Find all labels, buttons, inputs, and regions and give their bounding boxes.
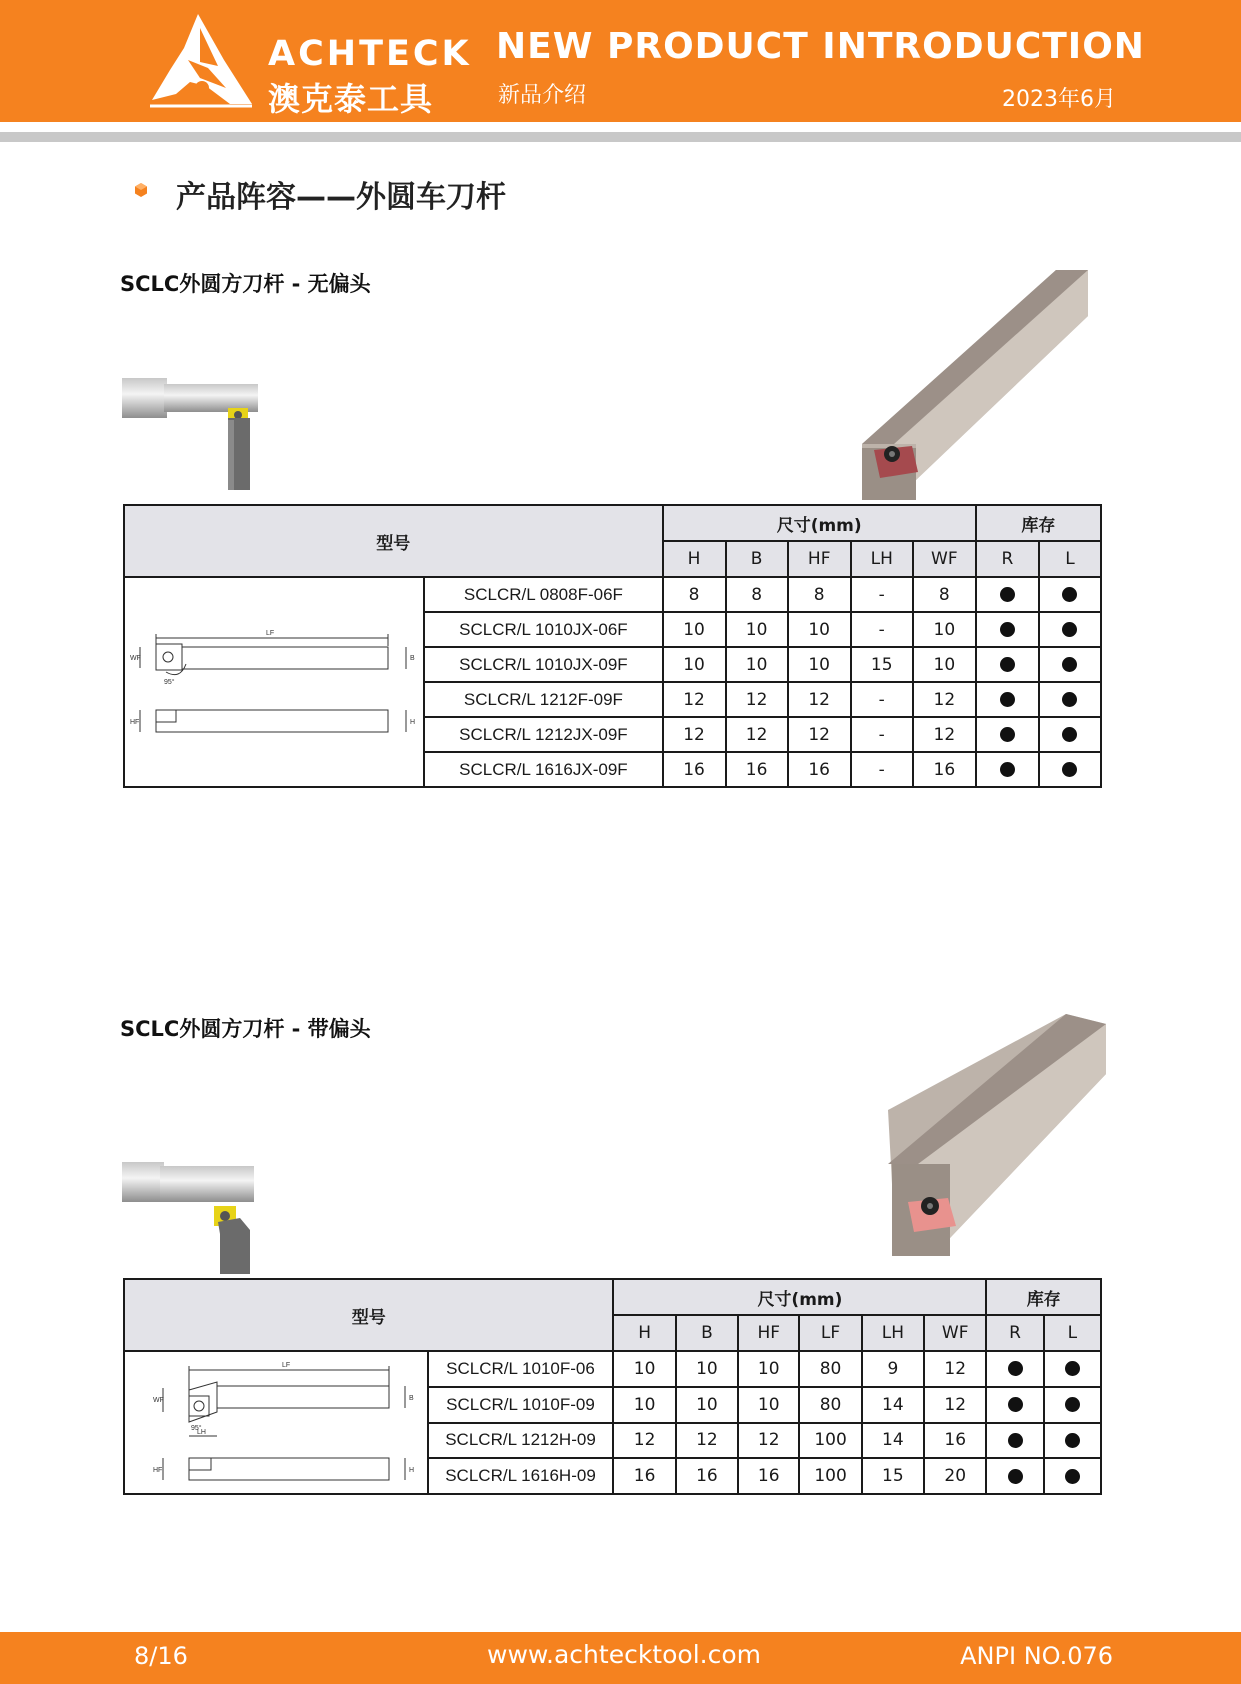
- header-model: 型号: [124, 505, 663, 577]
- model-cell: SCLCR/L 1212F-09F: [424, 682, 662, 717]
- value-cell: 10: [738, 1387, 799, 1423]
- value-cell: 9: [862, 1351, 924, 1387]
- stock-cell: [976, 577, 1039, 612]
- value-cell: 14: [862, 1423, 924, 1459]
- label-hf: HF: [130, 718, 140, 726]
- stock-dot-icon: [1062, 762, 1077, 777]
- label-lh: LH: [196, 1429, 206, 1436]
- stock-cell: [976, 647, 1039, 682]
- col-r: R: [976, 541, 1039, 577]
- col-h: H: [613, 1315, 675, 1351]
- value-cell: 16: [663, 752, 726, 787]
- stock-dot-icon: [1008, 1433, 1023, 1448]
- product1-spec-table: [123, 504, 1102, 788]
- stock-cell: [1044, 1458, 1101, 1494]
- value-cell: 10: [913, 612, 976, 647]
- product2-title: SCLC外圆方刀杆 - 带偏头: [120, 1017, 371, 1041]
- stock-dot-icon: [1065, 1433, 1080, 1448]
- product1-title: SCLC外圆方刀杆 - 无偏头: [120, 272, 371, 296]
- value-cell: 10: [788, 612, 851, 647]
- page-number: 8/16: [134, 1642, 188, 1670]
- value-cell: -: [851, 717, 913, 752]
- stock-cell: [1039, 752, 1101, 787]
- value-cell: 20: [924, 1458, 986, 1494]
- divider: [0, 132, 1241, 142]
- value-cell: 12: [663, 717, 726, 752]
- value-cell: 15: [851, 647, 913, 682]
- value-cell: 10: [613, 1351, 675, 1387]
- col-h: H: [663, 541, 726, 577]
- model-cell: SCLCR/L 1212H-09: [428, 1423, 614, 1459]
- model-cell: SCLCR/L 0808F-06F: [424, 577, 662, 612]
- value-cell: 10: [613, 1387, 675, 1423]
- stock-cell: [1039, 647, 1101, 682]
- value-cell: 12: [726, 717, 788, 752]
- col-lh: LH: [851, 541, 913, 577]
- product2-spec-table: [123, 1278, 1102, 1495]
- label-angle: 95°: [164, 678, 175, 686]
- stock-cell: [986, 1458, 1043, 1494]
- col-hf: HF: [788, 541, 851, 577]
- header-stock: 库存: [976, 505, 1101, 541]
- value-cell: -: [851, 682, 913, 717]
- col-b: B: [726, 541, 788, 577]
- stock-cell: [1044, 1387, 1101, 1423]
- stock-cell: [1039, 577, 1101, 612]
- value-cell: 12: [613, 1423, 675, 1459]
- col-wf: WF: [924, 1315, 986, 1351]
- stock-dot-icon: [1062, 657, 1077, 672]
- value-cell: 10: [726, 612, 788, 647]
- value-cell: 16: [676, 1458, 738, 1494]
- brand-name-cn: 澳克泰工具: [268, 80, 434, 118]
- value-cell: 8: [663, 577, 726, 612]
- stock-dot-icon: [1000, 657, 1015, 672]
- label-wf: WF: [152, 1397, 164, 1404]
- value-cell: 8: [913, 577, 976, 612]
- model-cell: SCLCR/L 1212JX-09F: [424, 717, 662, 752]
- value-cell: 12: [913, 682, 976, 717]
- value-cell: 16: [726, 752, 788, 787]
- model-cell: SCLCR/L 1616H-09: [428, 1458, 614, 1494]
- value-cell: 80: [799, 1387, 861, 1423]
- label-b: B: [408, 1395, 414, 1402]
- value-cell: 8: [726, 577, 788, 612]
- value-cell: 16: [788, 752, 851, 787]
- model-cell: SCLCR/L 1010F-09: [428, 1387, 614, 1423]
- stock-dot-icon: [1000, 762, 1015, 777]
- stock-cell: [1044, 1423, 1101, 1459]
- label-angle: 95°: [190, 1425, 202, 1432]
- col-r: R: [986, 1315, 1043, 1351]
- stock-dot-icon: [1000, 587, 1015, 602]
- stock-cell: [976, 752, 1039, 787]
- value-cell: 12: [726, 682, 788, 717]
- value-cell: 10: [676, 1387, 738, 1423]
- stock-dot-icon: [1000, 622, 1015, 637]
- dimension-drawing-svg: [126, 580, 422, 780]
- value-cell: 100: [799, 1423, 861, 1459]
- stock-dot-icon: [1000, 727, 1015, 742]
- value-cell: 12: [738, 1423, 799, 1459]
- stock-cell: [1039, 682, 1101, 717]
- page-subtitle: 新品介绍: [498, 83, 587, 108]
- header-dimensions: 尺寸(mm): [663, 505, 976, 541]
- value-cell: 8: [788, 577, 851, 612]
- value-cell: -: [851, 752, 913, 787]
- value-cell: 16: [924, 1423, 986, 1459]
- value-cell: 12: [788, 682, 851, 717]
- value-cell: 10: [788, 647, 851, 682]
- col-l: L: [1044, 1315, 1101, 1351]
- value-cell: 10: [726, 647, 788, 682]
- stock-cell: [976, 612, 1039, 647]
- stock-dot-icon: [1062, 692, 1077, 707]
- value-cell: 10: [738, 1351, 799, 1387]
- stock-dot-icon: [1008, 1361, 1023, 1376]
- dimension-drawing: [124, 1351, 428, 1494]
- value-cell: 16: [738, 1458, 799, 1494]
- value-cell: 16: [613, 1458, 675, 1494]
- dimension-drawing-svg: [127, 1352, 425, 1488]
- model-cell: SCLCR/L 1010F-06: [428, 1351, 614, 1387]
- stock-cell: [976, 717, 1039, 752]
- stock-dot-icon: [1062, 727, 1077, 742]
- header-stock: 库存: [986, 1279, 1101, 1315]
- stock-dot-icon: [1065, 1469, 1080, 1484]
- stock-cell: [1039, 612, 1101, 647]
- label-wf: WF: [130, 654, 142, 662]
- col-lf: LF: [799, 1315, 861, 1351]
- stock-cell: [1044, 1351, 1101, 1387]
- stock-cell: [986, 1351, 1043, 1387]
- value-cell: 12: [924, 1387, 986, 1423]
- value-cell: 15: [862, 1458, 924, 1494]
- col-lh: LH: [862, 1315, 924, 1351]
- value-cell: 16: [913, 752, 976, 787]
- value-cell: 12: [924, 1351, 986, 1387]
- col-wf: WF: [913, 541, 976, 577]
- value-cell: 12: [676, 1423, 738, 1459]
- eagle-logo-icon: [140, 8, 260, 112]
- header-dimensions: 尺寸(mm): [613, 1279, 986, 1315]
- website-link[interactable]: www.achtecktool.com: [487, 1640, 761, 1669]
- value-cell: 12: [913, 717, 976, 752]
- turning-setup-image: [122, 376, 260, 491]
- label-lf: LF: [266, 629, 275, 637]
- stock-dot-icon: [1008, 1397, 1023, 1412]
- section-title: 产品阵容——外圆车刀杆: [176, 180, 506, 215]
- table-row: [124, 577, 1101, 612]
- value-cell: -: [851, 577, 913, 612]
- header-model: 型号: [124, 1279, 613, 1351]
- model-cell: SCLCR/L 1010JX-06F: [424, 612, 662, 647]
- label-hf: HF: [152, 1467, 163, 1474]
- value-cell: 12: [788, 717, 851, 752]
- stock-cell: [986, 1423, 1043, 1459]
- stock-dot-icon: [1008, 1469, 1023, 1484]
- page-title: NEW PRODUCT INTRODUCTION: [496, 26, 1145, 67]
- label-lf: LF: [281, 1362, 290, 1369]
- dimension-drawing: [124, 577, 424, 787]
- brand-name-en: ACHTECK: [268, 34, 472, 74]
- model-cell: SCLCR/L 1616JX-09F: [424, 752, 662, 787]
- stock-dot-icon: [1065, 1397, 1080, 1412]
- tool-holder-photo: [862, 264, 1092, 500]
- value-cell: 10: [676, 1351, 738, 1387]
- stock-dot-icon: [1062, 622, 1077, 637]
- col-b: B: [676, 1315, 738, 1351]
- col-hf: HF: [738, 1315, 799, 1351]
- col-l: L: [1039, 541, 1101, 577]
- value-cell: 10: [663, 612, 726, 647]
- value-cell: -: [851, 612, 913, 647]
- label-h: H: [410, 718, 416, 726]
- stock-dot-icon: [1062, 587, 1077, 602]
- label-b: B: [410, 654, 415, 662]
- document-code: ANPI NO.076: [960, 1642, 1113, 1670]
- label-h: H: [408, 1467, 414, 1474]
- stock-dot-icon: [1000, 692, 1015, 707]
- table-row: [124, 1351, 1101, 1387]
- stock-cell: [986, 1387, 1043, 1423]
- value-cell: 100: [799, 1458, 861, 1494]
- issue-date: 2023年6月: [1002, 87, 1116, 112]
- model-cell: SCLCR/L 1010JX-09F: [424, 647, 662, 682]
- hexagon-bullet-icon: [134, 183, 148, 197]
- value-cell: 10: [663, 647, 726, 682]
- stock-cell: [1039, 717, 1101, 752]
- tool-holder-photo: [888, 1014, 1110, 1256]
- turning-setup-image: [122, 1160, 256, 1274]
- stock-dot-icon: [1065, 1361, 1080, 1376]
- value-cell: 14: [862, 1387, 924, 1423]
- value-cell: 10: [913, 647, 976, 682]
- value-cell: 12: [663, 682, 726, 717]
- stock-cell: [976, 682, 1039, 717]
- value-cell: 80: [799, 1351, 861, 1387]
